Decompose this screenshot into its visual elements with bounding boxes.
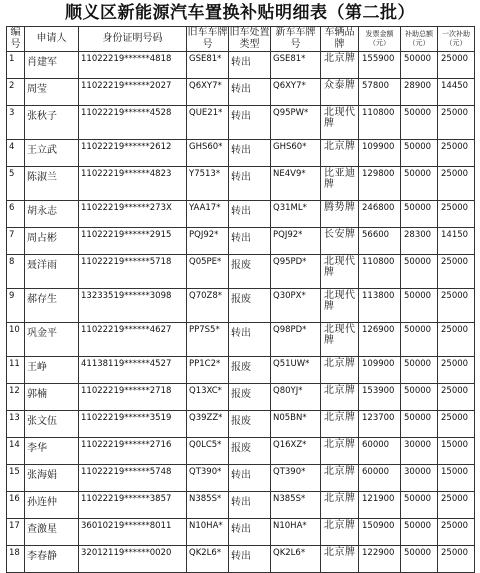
- cell-applicant: 王立武: [25, 140, 79, 167]
- cell-invoice-amount: 123700: [359, 411, 401, 438]
- cell-old-plate: N385S*: [187, 492, 229, 519]
- header-new-plate: 新车车牌号: [271, 27, 321, 52]
- cell-brand: 北现代牌: [321, 323, 359, 357]
- cell-brand: 北京牌: [321, 52, 359, 79]
- cell-subsidy-total: 28900: [401, 79, 438, 106]
- table-row: [7, 492, 475, 519]
- cell-old-plate: PP7S5*: [187, 323, 229, 357]
- cell-invoice-amount: 153900: [359, 384, 401, 411]
- cell-new-plate: Q51UW*: [271, 357, 321, 384]
- cell-invoice-amount: 109900: [359, 140, 401, 167]
- cell-brand: 众泰牌: [321, 79, 359, 106]
- cell-invoice-amount: 155900: [359, 52, 401, 79]
- cell-one-time-subsidy: 25000: [438, 167, 475, 201]
- cell-invoice-amount: 57800: [359, 79, 401, 106]
- document-title: 顺义区新能源汽车置换补贴明细表（第二批）: [65, 3, 415, 23]
- cell-old-plate: Q13XC*: [187, 384, 229, 411]
- header-one-time-subsidy: 一次补助（元）: [438, 27, 475, 52]
- cell-disposal-type: 转出: [229, 167, 271, 201]
- table-row: [7, 289, 475, 323]
- table-row: [7, 79, 475, 106]
- cell-id-number: 32012119******0020: [79, 546, 187, 573]
- cell-invoice-amount: 110800: [359, 106, 401, 140]
- cell-no: 11: [7, 357, 25, 384]
- cell-no: 17: [7, 519, 25, 546]
- cell-new-plate: N10HA*: [271, 519, 321, 546]
- cell-disposal-type: 转出: [229, 492, 271, 519]
- header-id-number: 身份证明号码: [79, 27, 187, 52]
- cell-one-time-subsidy: 25000: [438, 357, 475, 384]
- cell-id-number: 41138119******4527: [79, 357, 187, 384]
- cell-new-plate: Q95PD*: [271, 255, 321, 289]
- cell-one-time-subsidy: 14150: [438, 228, 475, 255]
- cell-invoice-amount: 56600: [359, 228, 401, 255]
- table-row: [7, 438, 475, 465]
- cell-old-plate: PP1C2*: [187, 357, 229, 384]
- cell-no: 15: [7, 465, 25, 492]
- cell-brand: 北京牌: [321, 357, 359, 384]
- cell-new-plate: Q80YJ*: [271, 384, 321, 411]
- cell-applicant: 张秋子: [25, 106, 79, 140]
- cell-new-plate: Q98PD*: [271, 323, 321, 357]
- cell-no: 10: [7, 323, 25, 357]
- cell-applicant: 李华: [25, 438, 79, 465]
- cell-old-plate: PQJ92*: [187, 228, 229, 255]
- cell-invoice-amount: 122900: [359, 546, 401, 573]
- cell-invoice-amount: 150900: [359, 519, 401, 546]
- cell-id-number: 11022219******2716: [79, 438, 187, 465]
- cell-no: 8: [7, 255, 25, 289]
- cell-old-plate: GSE81*: [187, 52, 229, 79]
- cell-disposal-type: 报废: [229, 255, 271, 289]
- cell-brand: 腾势牌: [321, 201, 359, 228]
- cell-disposal-type: 报废: [229, 411, 271, 438]
- cell-old-plate: Y7513*: [187, 167, 229, 201]
- table-row: [7, 357, 475, 384]
- cell-no: 7: [7, 228, 25, 255]
- cell-no: 14: [7, 438, 25, 465]
- cell-brand: 北京牌: [321, 438, 359, 465]
- cell-disposal-type: 转出: [229, 201, 271, 228]
- cell-brand: 北现代牌: [321, 255, 359, 289]
- cell-one-time-subsidy: 25000: [438, 546, 475, 573]
- cell-id-number: 11022219******273X: [79, 201, 187, 228]
- cell-new-plate: N385S*: [271, 492, 321, 519]
- cell-new-plate: GHS60*: [271, 140, 321, 167]
- cell-applicant: 周莹: [25, 79, 79, 106]
- cell-subsidy-total: 50000: [401, 52, 438, 79]
- cell-id-number: 11022219******3519: [79, 411, 187, 438]
- cell-one-time-subsidy: 25000: [438, 411, 475, 438]
- cell-no: 3: [7, 106, 25, 140]
- cell-disposal-type: 转出: [229, 465, 271, 492]
- cell-new-plate: Q95PW*: [271, 106, 321, 140]
- header-old-plate: 旧车车牌号: [187, 27, 228, 50]
- cell-disposal-type: 转出: [229, 228, 271, 255]
- cell-no: 12: [7, 384, 25, 411]
- cell-applicant: 郭楠: [25, 384, 79, 411]
- cell-old-plate: N10HA*: [187, 519, 229, 546]
- cell-id-number: 11022219******5718: [79, 255, 187, 289]
- cell-subsidy-total: 50000: [401, 323, 438, 357]
- table-row: [7, 465, 475, 492]
- cell-old-plate: YAA17*: [187, 201, 229, 228]
- header-disposal-type: 旧车处置类型: [229, 27, 270, 50]
- cell-brand: 北现代牌: [321, 106, 359, 140]
- header-no: 编号: [7, 27, 25, 52]
- cell-brand: 北京牌: [321, 519, 359, 546]
- cell-disposal-type: 报废: [229, 357, 271, 384]
- cell-old-plate: Q0LC5*: [187, 438, 229, 465]
- cell-disposal-type: 转出: [229, 106, 271, 140]
- cell-subsidy-total: 50000: [401, 201, 438, 228]
- cell-invoice-amount: 129800: [359, 167, 401, 201]
- cell-one-time-subsidy: 15000: [438, 465, 475, 492]
- cell-id-number: 11022219******5748: [79, 465, 187, 492]
- cell-applicant: 周占彬: [25, 228, 79, 255]
- cell-no: 6: [7, 201, 25, 228]
- cell-one-time-subsidy: 14450: [438, 79, 475, 106]
- cell-old-plate: QK2L6*: [187, 546, 229, 573]
- cell-applicant: 张海娟: [25, 465, 79, 492]
- cell-one-time-subsidy: 15000: [438, 438, 475, 465]
- cell-no: 2: [7, 79, 25, 106]
- cell-disposal-type: 转出: [229, 323, 271, 357]
- header-brand: 车辆品牌: [321, 27, 359, 52]
- cell-id-number: 36010219******8011: [79, 519, 187, 546]
- cell-old-plate: Q6XY7*: [187, 79, 229, 106]
- cell-invoice-amount: 246800: [359, 201, 401, 228]
- table-row: [7, 201, 475, 228]
- cell-brand: 北京牌: [321, 492, 359, 519]
- table-row: [7, 167, 475, 201]
- cell-no: 16: [7, 492, 25, 519]
- cell-old-plate: QT390*: [187, 465, 229, 492]
- cell-subsidy-total: 50000: [401, 357, 438, 384]
- cell-brand: 长安牌: [321, 228, 359, 255]
- cell-new-plate: Q6XY7*: [271, 79, 321, 106]
- cell-brand: 比亚迪牌: [321, 167, 359, 201]
- table-row: [7, 546, 475, 573]
- cell-subsidy-total: 50000: [401, 140, 438, 167]
- cell-old-plate: Q05PE*: [187, 255, 229, 289]
- cell-disposal-type: 转出: [229, 546, 271, 573]
- cell-brand: 北京牌: [321, 465, 359, 492]
- cell-id-number: 13233519******3098: [79, 289, 187, 323]
- cell-disposal-type: 转出: [229, 519, 271, 546]
- cell-no: 9: [7, 289, 25, 323]
- cell-one-time-subsidy: 25000: [438, 201, 475, 228]
- cell-applicant: 郝存生: [25, 289, 79, 323]
- table-row: [7, 519, 475, 546]
- cell-applicant: 肖建军: [25, 52, 79, 79]
- cell-subsidy-total: 50000: [401, 106, 438, 140]
- cell-brand: 北现代牌: [321, 289, 359, 323]
- cell-id-number: 11022219******2612: [79, 140, 187, 167]
- cell-subsidy-total: 50000: [401, 411, 438, 438]
- cell-no: 4: [7, 140, 25, 167]
- cell-invoice-amount: 60000: [359, 465, 401, 492]
- cell-id-number: 11022219******4823: [79, 167, 187, 201]
- cell-subsidy-total: 50000: [401, 519, 438, 546]
- cell-one-time-subsidy: 25000: [438, 323, 475, 357]
- cell-subsidy-total: 30000: [401, 465, 438, 492]
- cell-subsidy-total: 50000: [401, 546, 438, 573]
- cell-invoice-amount: 121900: [359, 492, 401, 519]
- cell-brand: 北京牌: [321, 140, 359, 167]
- cell-one-time-subsidy: 25000: [438, 140, 475, 167]
- cell-old-plate: GHS60*: [187, 140, 229, 167]
- cell-applicant: 张文伍: [25, 411, 79, 438]
- cell-one-time-subsidy: 25000: [438, 106, 475, 140]
- header-row: [7, 27, 475, 52]
- table-row: [7, 140, 475, 167]
- cell-old-plate: QUE21*: [187, 106, 229, 140]
- cell-id-number: 11022219******3857: [79, 492, 187, 519]
- cell-brand: 北京牌: [321, 411, 359, 438]
- cell-no: 18: [7, 546, 25, 573]
- cell-applicant: 查激星: [25, 519, 79, 546]
- cell-disposal-type: 转出: [229, 140, 271, 167]
- cell-applicant: 孙连仲: [25, 492, 79, 519]
- cell-new-plate: PQJ92*: [271, 228, 321, 255]
- cell-one-time-subsidy: 25000: [438, 492, 475, 519]
- cell-invoice-amount: 126900: [359, 323, 401, 357]
- cell-disposal-type: 报废: [229, 384, 271, 411]
- cell-applicant: 李春静: [25, 546, 79, 573]
- cell-invoice-amount: 60000: [359, 438, 401, 465]
- cell-one-time-subsidy: 25000: [438, 519, 475, 546]
- cell-new-plate: Q31ML*: [271, 201, 321, 228]
- table-row: [7, 255, 475, 289]
- subsidy-table: [6, 26, 475, 573]
- cell-one-time-subsidy: 25000: [438, 289, 475, 323]
- cell-disposal-type: 报废: [229, 438, 271, 465]
- cell-id-number: 11022219******2718: [79, 384, 187, 411]
- cell-brand: 北京牌: [321, 384, 359, 411]
- cell-new-plate: QK2L6*: [271, 546, 321, 573]
- cell-subsidy-total: 28300: [401, 228, 438, 255]
- header-applicant: 申请人: [25, 27, 79, 52]
- cell-one-time-subsidy: 25000: [438, 255, 475, 289]
- cell-new-plate: NE4V9*: [271, 167, 321, 201]
- table-row: [7, 228, 475, 255]
- cell-one-time-subsidy: 25000: [438, 52, 475, 79]
- cell-applicant: 胡永志: [25, 201, 79, 228]
- cell-brand: 北京牌: [321, 546, 359, 573]
- cell-id-number: 11022219******2027: [79, 79, 187, 106]
- cell-id-number: 11022219******4528: [79, 106, 187, 140]
- cell-old-plate: Q70Z8*: [187, 289, 229, 323]
- cell-subsidy-total: 50000: [401, 289, 438, 323]
- cell-invoice-amount: 109900: [359, 357, 401, 384]
- table-row: [7, 384, 475, 411]
- table-row: [7, 106, 475, 140]
- cell-id-number: 11022219******2915: [79, 228, 187, 255]
- cell-one-time-subsidy: 25000: [438, 384, 475, 411]
- cell-disposal-type: 转出: [229, 79, 271, 106]
- cell-subsidy-total: 50000: [401, 492, 438, 519]
- cell-id-number: 11022219******4818: [79, 52, 187, 79]
- cell-new-plate: QT390*: [271, 465, 321, 492]
- header-subsidy-total: 补助总额（元）: [401, 27, 438, 52]
- cell-subsidy-total: 30000: [401, 438, 438, 465]
- table-row: [7, 52, 475, 79]
- cell-applicant: 聂洋雨: [25, 255, 79, 289]
- cell-new-plate: N05BN*: [271, 411, 321, 438]
- cell-new-plate: Q16XZ*: [271, 438, 321, 465]
- cell-no: 1: [7, 52, 25, 79]
- cell-invoice-amount: 113800: [359, 289, 401, 323]
- cell-applicant: 陈淑兰: [25, 167, 79, 201]
- cell-disposal-type: 报废: [229, 289, 271, 323]
- table-row: [7, 411, 475, 438]
- cell-subsidy-total: 50000: [401, 255, 438, 289]
- cell-disposal-type: 转出: [229, 52, 271, 79]
- header-invoice-amount: 发票金额（元）: [359, 27, 401, 52]
- cell-applicant: 王峥: [25, 357, 79, 384]
- cell-id-number: 11022219******4627: [79, 323, 187, 357]
- cell-new-plate: Q30PX*: [271, 289, 321, 323]
- table-row: [7, 323, 475, 357]
- cell-no: 5: [7, 167, 25, 201]
- cell-subsidy-total: 50000: [401, 167, 438, 201]
- cell-old-plate: Q39ZZ*: [187, 411, 229, 438]
- cell-subsidy-total: 50000: [401, 384, 438, 411]
- cell-no: 13: [7, 411, 25, 438]
- cell-new-plate: GSE81*: [271, 52, 321, 79]
- cell-applicant: 巩金平: [25, 323, 79, 357]
- cell-invoice-amount: 110800: [359, 255, 401, 289]
